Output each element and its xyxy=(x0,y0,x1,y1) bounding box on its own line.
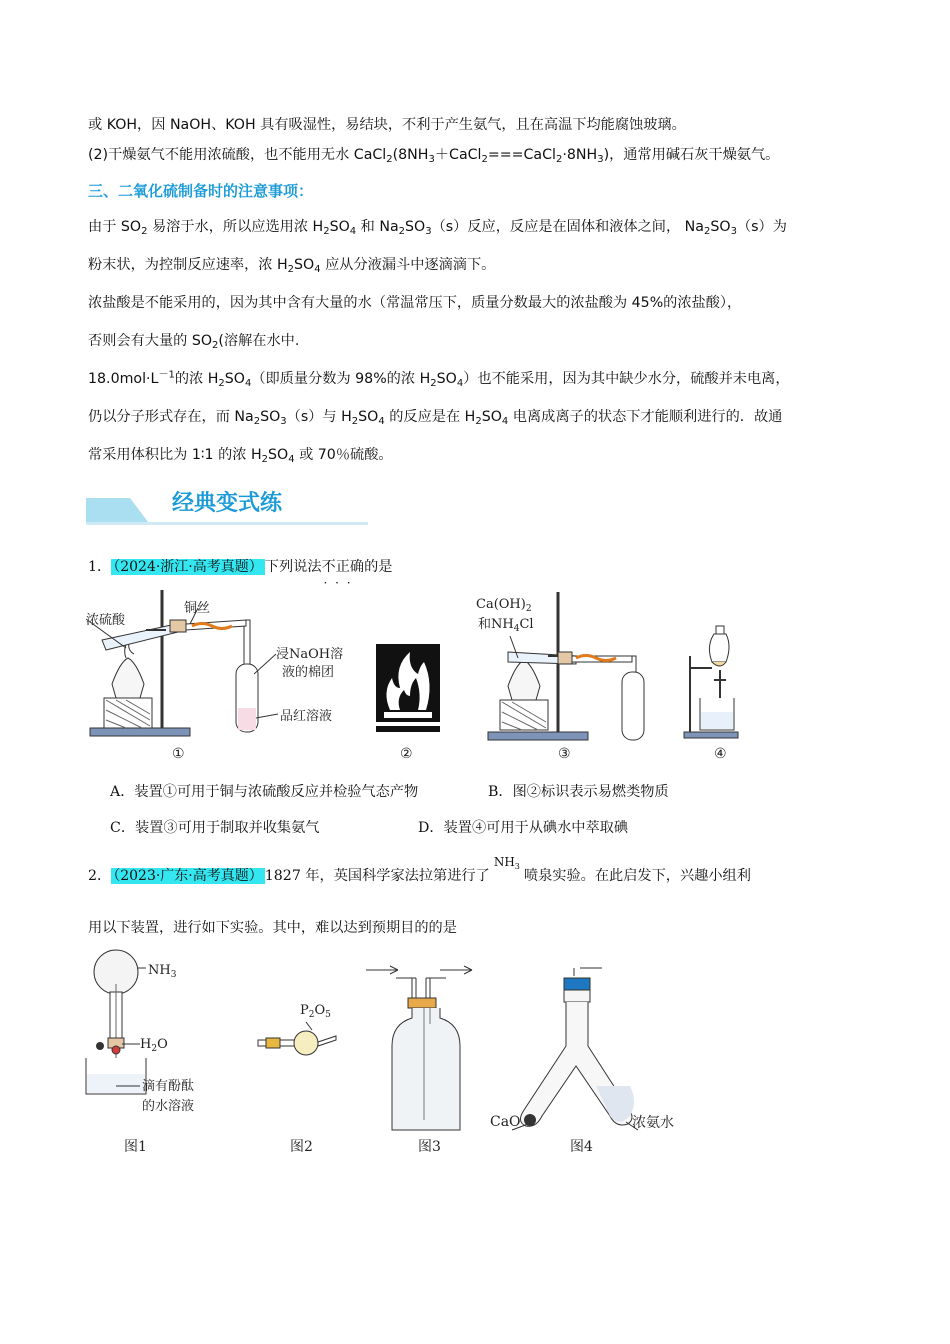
text-line-5: 粉末状，为控制反应速率，浓 $H_2SO_4$ 应从分液漏斗中逐滴滴下。 xyxy=(88,257,496,275)
figure-drying-tube xyxy=(252,996,342,1066)
figure-apparatus-1 xyxy=(86,588,356,770)
label-water-dropper: $H_2O$ xyxy=(140,1037,168,1054)
caption-figure-3: ③ xyxy=(558,746,571,762)
question-1-stem: 1． （2024·浙江·高考真题） 下列说法不正确 · · ·的是 xyxy=(88,557,870,577)
label-conc-ammonia: 浓氨水 xyxy=(632,1115,674,1131)
figure-y-tube xyxy=(482,962,692,1134)
inline-nh3: NH3 xyxy=(493,855,520,871)
text-line-2: (2)干燥氨气不能用浓硫酸，也不能用无水 $CaCl_2(8NH_3+CaCl_2===CaCl_2\cdot 8NH_3)$，通常用碱石灰干燥氨气。 xyxy=(88,147,780,165)
label-phenolphthalein-2: 的水溶液 xyxy=(142,1099,195,1114)
caption-q2-figure-3: 图3 xyxy=(418,1139,441,1155)
section-title: 经典变式练 xyxy=(172,491,283,516)
figure-gas-bottle xyxy=(364,962,484,1142)
caption-figure-1: ① xyxy=(172,746,185,762)
question-2-line-2: 用以下装置，进行如下实验。其中，难以达到预期目的的是 xyxy=(88,920,457,936)
label-cotton-line1: 浸NaOH溶 xyxy=(276,647,344,662)
label-p2o5: $P_2O_5$ xyxy=(300,1003,331,1020)
question-2-stem: 2． （2023·广东·高考真题） 1827 年，英国科学家法拉第进行了$^{NH_3}$喷泉实验。在此启发下，兴趣小组利 xyxy=(88,855,751,884)
caption-figure-2: ② xyxy=(400,746,413,762)
figure-apparatus-3 xyxy=(472,592,652,752)
question-1-source-tag: （2024·浙江·高考真题） xyxy=(113,559,263,575)
label-copper-wire: 铜丝 xyxy=(184,601,211,616)
label-cotton-line2: 液的棉团 xyxy=(282,665,335,680)
caption-q2-figure-1: 图1 xyxy=(124,1139,147,1155)
caption-q2-figure-4: 图4 xyxy=(570,1139,593,1155)
figure-fountain-flask xyxy=(82,948,242,1148)
label-nh3-flask: $NH_3$ xyxy=(148,963,177,980)
figure-flammable-sign xyxy=(376,644,440,732)
label-conc-sulfuric-acid: 浓硫酸 xyxy=(86,613,126,628)
caption-figure-4: ④ xyxy=(714,746,727,762)
question-2-source-tag: （2023·广东·高考真题） xyxy=(113,868,263,884)
caption-q2-figure-2: 图2 xyxy=(290,1139,313,1155)
text-line-10: 常采用体积比为 1∶1 的浓 $H_2SO_4$ 或 70％硫酸。 xyxy=(88,447,393,465)
text-line-7: 否则会有大量的 $SO_2$(溶解在水中. xyxy=(88,333,300,351)
label-cao: CaO xyxy=(490,1114,521,1130)
figure-separatory-funnel xyxy=(682,620,740,740)
q1-option-c[interactable]: C．装置③可用于制取并收集氨气 xyxy=(110,820,320,836)
q1-option-a[interactable]: A．装置①可用于铜与浓硫酸反应并检验气态产物 xyxy=(110,784,419,800)
q1-option-b[interactable]: B．图②标识表示易燃类物质 xyxy=(488,784,669,800)
text-line-1: 或 KOH，因 NaOH、KOH 具有吸湿性，易结块，不利于产生氨气，且在高温下均能腐蚀玻璃。 xyxy=(88,117,686,133)
q1-option-d[interactable]: D．装置④可用于从碘水中萃取碘 xyxy=(418,820,629,836)
emphasis-not-correct: 不正确 · · · xyxy=(322,559,365,575)
label-phenolphthalein-1: 滴有酚酞 xyxy=(142,1079,195,1094)
text-line-9: 仍以分子形式存在，而 $Na_2SO_3(s)$与 $H_2SO_4$ 的反应是在 $H_2SO_4$ 电离成离子的状态下才能顺利进行的．故通 xyxy=(88,409,783,427)
section-heading-sulfur-dioxide: 三、二氧化硫制备时的注意事项： xyxy=(88,182,314,200)
text-line-8: $18.0mol\cdot L^{-1}$的浓 $H_2SO_4$（即质量分数为 98%的浓 $H_2SO_4$）也不能采用，因为其中缺少水分，硫酸并未电离， xyxy=(88,369,790,389)
text-line-4: 由于 $SO_2$ 易溶于水，所以应选用浓 $H_2SO_4$ 和 $Na_2SO_3(s)$反应，反应是在固体和液体之间， $Na_2SO_3(s)$为 xyxy=(88,219,787,237)
label-ammonium-chloride: 和$NH_4Cl$ xyxy=(478,617,534,634)
label-calcium-hydroxide: $Ca(OH)_2$ xyxy=(476,597,532,614)
label-magenta-solution: 品红溶液 xyxy=(280,709,333,724)
text-line-6: 浓盐酸是不能采用的，因为其中含有大量的水（常温常压下，质量分数最大的浓盐酸为 45%的浓盐酸）， xyxy=(88,295,742,311)
